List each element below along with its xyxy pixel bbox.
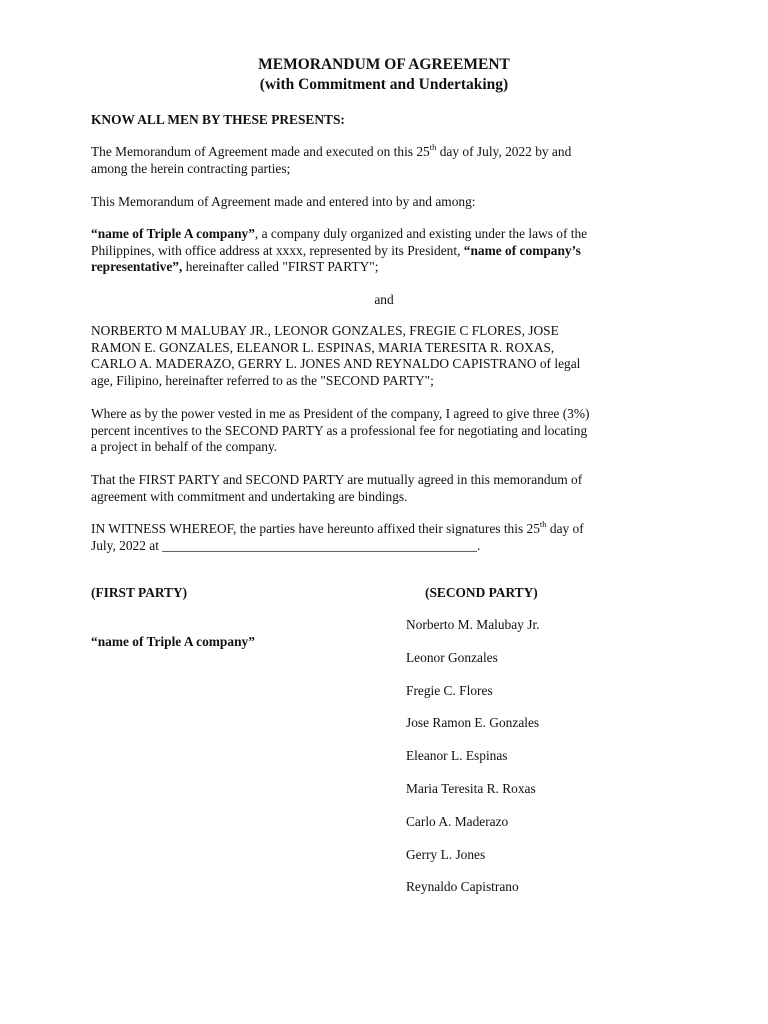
paragraph-mutual-agreement: That the FIRST PARTY and SECOND PARTY are mutually agreed in this memorandum of agreement with commitment and undertaking are bindings. xyxy=(91,472,583,504)
second-party-signatory: Maria Teresita R. Roxas xyxy=(406,781,536,796)
first-party-name: “name of Triple A company” xyxy=(91,226,255,241)
paragraph-in-witness: IN WITNESS WHEREOF, the parties have hereunto affixed their signatures this 25th day of July, 2022 at _______________________________________________. xyxy=(91,518,584,553)
second-party-signatory: Gerry L. Jones xyxy=(406,847,486,862)
paragraph-incentives: Where as by the power vested in me as President of the company, I agreed to give three (3%) percent incentives to the SECOND PARTY as a professional fee for negotiating and locating a project in behalf of the company. xyxy=(91,406,590,455)
second-party-signatory: Fregie C. Flores xyxy=(406,683,493,698)
second-party-signatory: Carlo A. Maderazo xyxy=(406,814,509,829)
paragraph-execution-date: The Memorandum of Agreement made and executed on this 25th day of July, 2022 by and among the herein contracting parties; xyxy=(91,141,572,176)
first-party-label: (FIRST PARTY) xyxy=(91,585,188,600)
second-party-signatory: Eleanor L. Espinas xyxy=(406,748,508,763)
and-separator: and xyxy=(374,292,394,307)
second-party-signatory: Leonor Gonzales xyxy=(406,650,498,665)
second-party-label: (SECOND PARTY) xyxy=(425,585,538,600)
intro-heading: KNOW ALL MEN BY THESE PRESENTS: xyxy=(91,112,345,127)
second-party-signatory: Reynaldo Capistrano xyxy=(406,879,519,894)
first-party-signatory: “name of Triple A company” xyxy=(91,634,255,649)
paragraph-second-party: NORBERTO M MALUBAY JR., LEONOR GONZALES, FREGIE C FLORES, JOSE RAMON E. GONZALES, ELEANOR L. ESPINAS, MARIA TERESITA R. ROXAS, CARLO A. MADERAZO, GERRY L. JONES AND REYNALDO CAPISTRANO of legal age, Filipino, hereinafter referred to as the "SECOND PARTY"; xyxy=(91,323,581,388)
second-party-signatory: Jose Ramon E. Gonzales xyxy=(406,715,540,730)
paragraph-entered-into: This Memorandum of Agreement made and entered into by and among: xyxy=(91,194,476,209)
paragraph-first-party: “name of Triple A company”, a company duly organized and existing under the laws of the Philippines, with office address at xxxx, represented by its President, “name of company’s representative”, hereinafter called "FIRST PARTY"; xyxy=(91,226,588,275)
document-subtitle: (with Commitment and Undertaking) xyxy=(259,76,509,93)
document-title: MEMORANDUM OF AGREEMENT xyxy=(258,56,510,73)
second-party-signatory: Norberto M. Malubay Jr. xyxy=(406,617,540,632)
